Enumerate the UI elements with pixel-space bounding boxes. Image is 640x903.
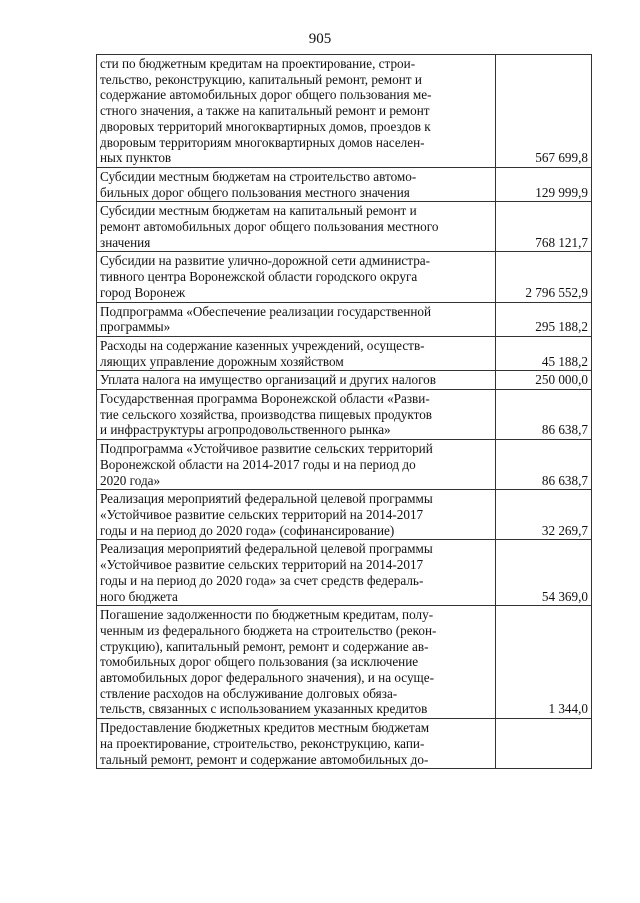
description-line: значения — [100, 234, 151, 250]
table-row — [97, 202, 592, 252]
row-description — [97, 167, 496, 201]
description-line: автомобильных дорог федерального значения), и на осуще- — [100, 670, 434, 686]
table-row — [97, 719, 592, 769]
description-line: дворовым территориям многоквартирных домов населен- — [100, 134, 425, 150]
row-amount: 295 188,2 — [496, 302, 592, 336]
row-amount: 32 269,7 — [496, 490, 592, 540]
description-line: годы и на период до 2020 года» за счет средств федераль- — [100, 572, 424, 588]
description-line: Расходы на содержание казенных учреждений, осуществ- — [100, 337, 425, 353]
description-line: томобильных дорог общего пользования (за исключение — [100, 654, 419, 670]
page-number: 905 — [308, 31, 332, 47]
description-line: программы» — [100, 319, 171, 335]
description-line: содержание автомобильных дорог общего пользования ме- — [100, 87, 432, 103]
row-amount: 567 699,8 — [496, 55, 592, 168]
row-description — [97, 302, 496, 336]
description-line: Субсидии местным бюджетам на строительство автомо- — [100, 168, 417, 184]
table-row — [97, 167, 592, 201]
description-line: бильных дорог общего пользования местного значения — [100, 184, 410, 200]
description-line: «Устойчивое развитие сельских территорий на 2014-2017 — [100, 506, 424, 522]
description-line: ремонт автомобильных дорог общего пользования местного — [100, 219, 439, 235]
description-line: годы и на период до 2020 года» (софинансирование) — [100, 522, 395, 538]
description-line: Субсидии местным бюджетам на капитальный ремонт и — [100, 203, 417, 219]
description-line: ченным из федерального бюджета на строительство (рекон- — [100, 622, 437, 638]
table-row — [97, 371, 592, 390]
description-line: город Воронеж — [100, 284, 186, 300]
budget-table-body — [97, 55, 592, 769]
description-line: тивного центра Воронежской области городского округа — [100, 269, 418, 285]
table-row — [97, 606, 592, 719]
description-line: тие сельского хозяйства, производства пищевых продуктов — [100, 406, 433, 422]
row-amount: 86 638,7 — [496, 440, 592, 490]
description-line: на проектирование, строительство, реконструкцию, капи- — [100, 735, 425, 751]
budget-table — [96, 54, 592, 769]
row-description — [97, 540, 496, 606]
description-line: Подпрограмма «Устойчивое развитие сельских территорий — [100, 441, 433, 457]
row-description — [97, 440, 496, 490]
description-line: Предоставление бюджетных кредитов местным бюджетам — [100, 720, 430, 736]
row-amount: 250 000,0 — [496, 371, 592, 390]
row-description — [97, 719, 496, 769]
row-description — [97, 336, 496, 370]
table-row — [97, 336, 592, 370]
description-line: дворовых территорий многоквартирных домов, проездов к — [100, 118, 431, 134]
description-line: тальный ремонт, ремонт и содержание автомобильных до- — [100, 751, 429, 767]
row-description — [97, 606, 496, 719]
table-row — [97, 540, 592, 606]
row-description — [97, 252, 496, 302]
description-line: стного значения, а также на капитальный ремонт и ремонт — [100, 103, 430, 119]
row-description — [97, 202, 496, 252]
row-amount: 1 344,0 — [496, 606, 592, 719]
description-line: Погашение задолженности по бюджетным кредитам, полу- — [100, 607, 434, 623]
description-line: тельств, связанных с использованием указанных кредитов — [100, 701, 428, 717]
description-line: ствление расходов на обслуживание долговых обяза- — [100, 685, 398, 701]
description-line: Государственная программа Воронежской области «Разви- — [100, 391, 430, 407]
description-line: Субсидии на развитие улично-дорожной сети администра- — [100, 253, 431, 269]
table-row — [97, 302, 592, 336]
description-line: и инфраструктуры агропродовольственного рынка» — [100, 422, 391, 438]
row-description — [97, 55, 496, 168]
description-line: Реализация мероприятий федеральной целевой программы — [100, 541, 433, 557]
row-amount: 45 188,2 — [496, 336, 592, 370]
table-row — [97, 390, 592, 440]
description-line: ных пунктов — [100, 150, 172, 166]
row-description — [97, 390, 496, 440]
row-amount: 86 638,7 — [496, 390, 592, 440]
description-line: Подпрограмма «Обеспечение реализации государственной — [100, 303, 432, 319]
row-amount: 54 369,0 — [496, 540, 592, 606]
description-line: Уплата налога на имущество организаций и других налогов — [100, 372, 436, 388]
table-row — [97, 490, 592, 540]
description-line: Воронежской области на 2014-2017 годы и на период до — [100, 456, 416, 472]
row-description — [97, 371, 496, 390]
description-line: сти по бюджетным кредитам на проектирование, строи- — [100, 56, 416, 71]
row-amount — [496, 719, 592, 769]
row-amount: 768 121,7 — [496, 202, 592, 252]
table-row — [97, 55, 592, 168]
description-line: тельство, реконструкцию, капитальный ремонт, ремонт и — [100, 71, 422, 87]
description-line: струкцию), капитальный ремонт, ремонт и содержание ав- — [100, 638, 429, 654]
row-description — [97, 490, 496, 540]
table-row — [97, 440, 592, 490]
row-amount: 2 796 552,9 — [496, 252, 592, 302]
description-line: «Устойчивое развитие сельских территорий на 2014-2017 — [100, 557, 424, 573]
description-line: 2020 года» — [100, 472, 161, 488]
description-line: ляющих управление дорожным хозяйством — [100, 353, 344, 369]
description-line: ного бюджета — [100, 588, 178, 604]
description-line: Реализация мероприятий федеральной целевой программы — [100, 491, 433, 507]
table-row — [97, 252, 592, 302]
row-amount: 129 999,9 — [496, 167, 592, 201]
